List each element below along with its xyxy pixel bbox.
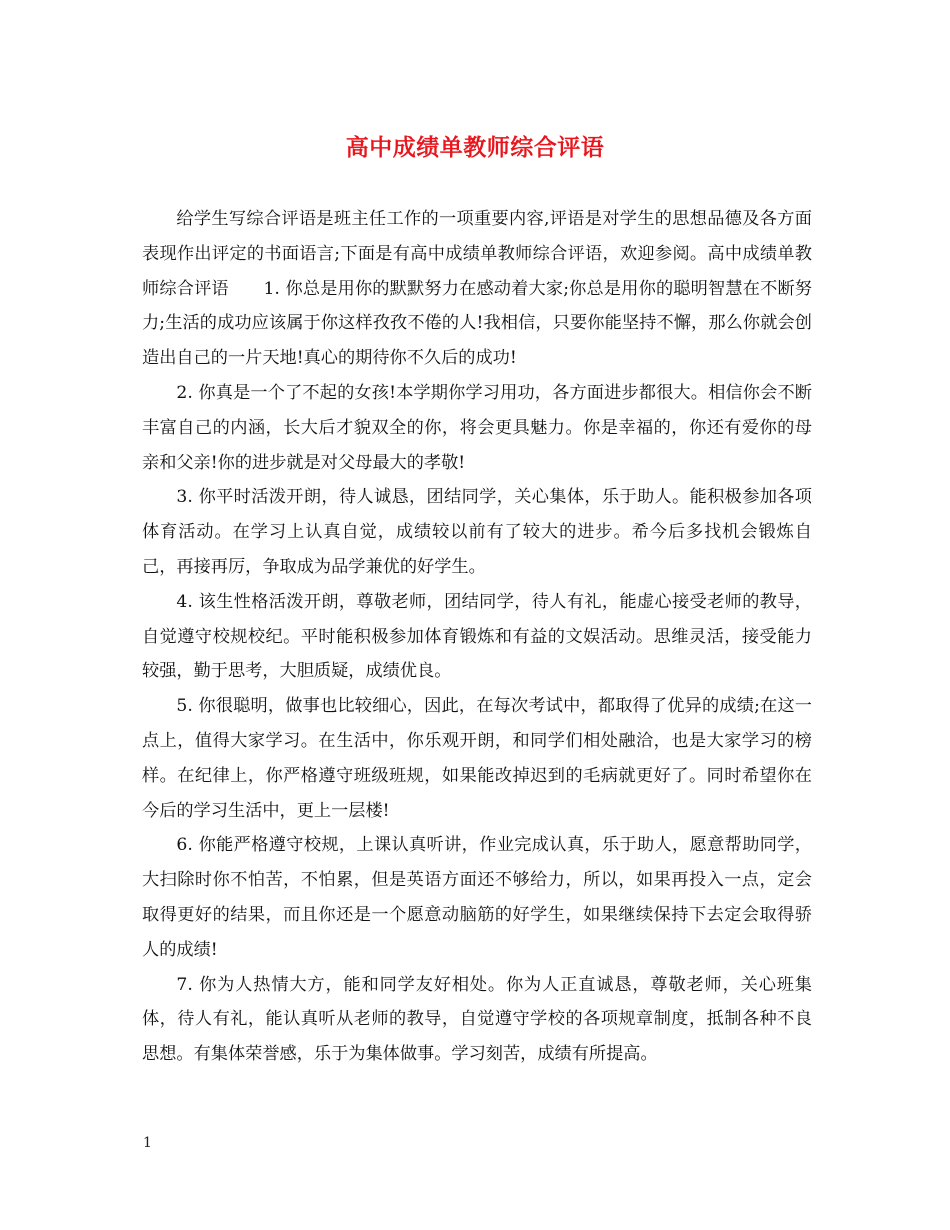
paragraph-comment-6: 6. 你能严格遵守校规，上课认真听讲，作业完成认真，乐于助人，愿意帮助同学，大扫除时你不怕苦，不怕累，但是英语方面还不够给力，所以，如果再投入一点，定会取得更好的结果，而且你还是一个愿意动脑筋的好学生，如果继续保持下去定会取得骄人的成绩! — [142, 835, 812, 960]
paragraph-comment-7: 7. 你为人热情大方，能和同学友好相处。你为人正直诚恳，尊敬老师，关心班集体，待人有礼，能认真听从老师的教导，自觉遵守学校的各项规章制度，抵制各种不良思想。有集体荣誉感，乐于为集体做事。学习刻苦，成绩有所提高。 — [142, 974, 812, 1065]
paragraph-comment-3: 3. 你平时活泼开朗，待人诚恳，团结同学，关心集体，乐于助人。能积极参加各项体育活动。在学习上认真自觉，成绩较以前有了较大的进步。希今后多找机会锻炼自己，再接再厉，争取成为品学兼优的好学生。 — [142, 487, 812, 577]
document-body — [142, 202, 812, 1072]
paragraph-comment-2: 2. 你真是一个了不起的女孩!本学期你学习用功，各方面进步都很大。相信你会不断丰富自己的内涵，长大后才貌双全的你，将会更具魅力。你是幸福的，你还有爱你的母亲和父亲!你的进步就是对父母最大的孝敬! — [142, 382, 812, 473]
paragraph-intro: 给学生写综合评语是班主任工作的一项重要内容,评语是对学生的思想品德及各方面表现作出评定的书面语言;下面是有高中成绩单教师综合评语，欢迎参阅。高中成绩单教师综合评语 1. 你总是用你的默默努力在感动着大家;你总是用你的聪明智慧在不断努力;生活的成功应该属于你这样孜孜不倦的人!我相信，只要你能坚持不懈，那么你就会创造出自己的一片天地!真心的期待你不久后的成功! — [142, 209, 812, 369]
page-number: 1 — [143, 1135, 152, 1151]
paragraph-comment-4: 4. 该生性格活泼开朗，尊敬老师，团结同学，待人有礼，能虚心接受老师的教导，自觉遵守校规校纪。平时能积极参加体育锻炼和有益的文娱活动。思维灵活，接受能力较强，勤于思考，大胆质疑，成绩优良。 — [142, 591, 812, 682]
document-title: 高中成绩单教师综合评语 — [345, 134, 605, 161]
paragraph-comment-5: 5. 你很聪明，做事也比较细心，因此，在每次考试中，都取得了优异的成绩;在这一点上，值得大家学习。在生活中，你乐观开朗，和同学们相处融洽，也是大家学习的榜样。在纪律上，你严格遵守班级班规，如果能改掉迟到的毛病就更好了。同时希望你在今后的学习生活中，更上一层楼! — [142, 696, 812, 821]
